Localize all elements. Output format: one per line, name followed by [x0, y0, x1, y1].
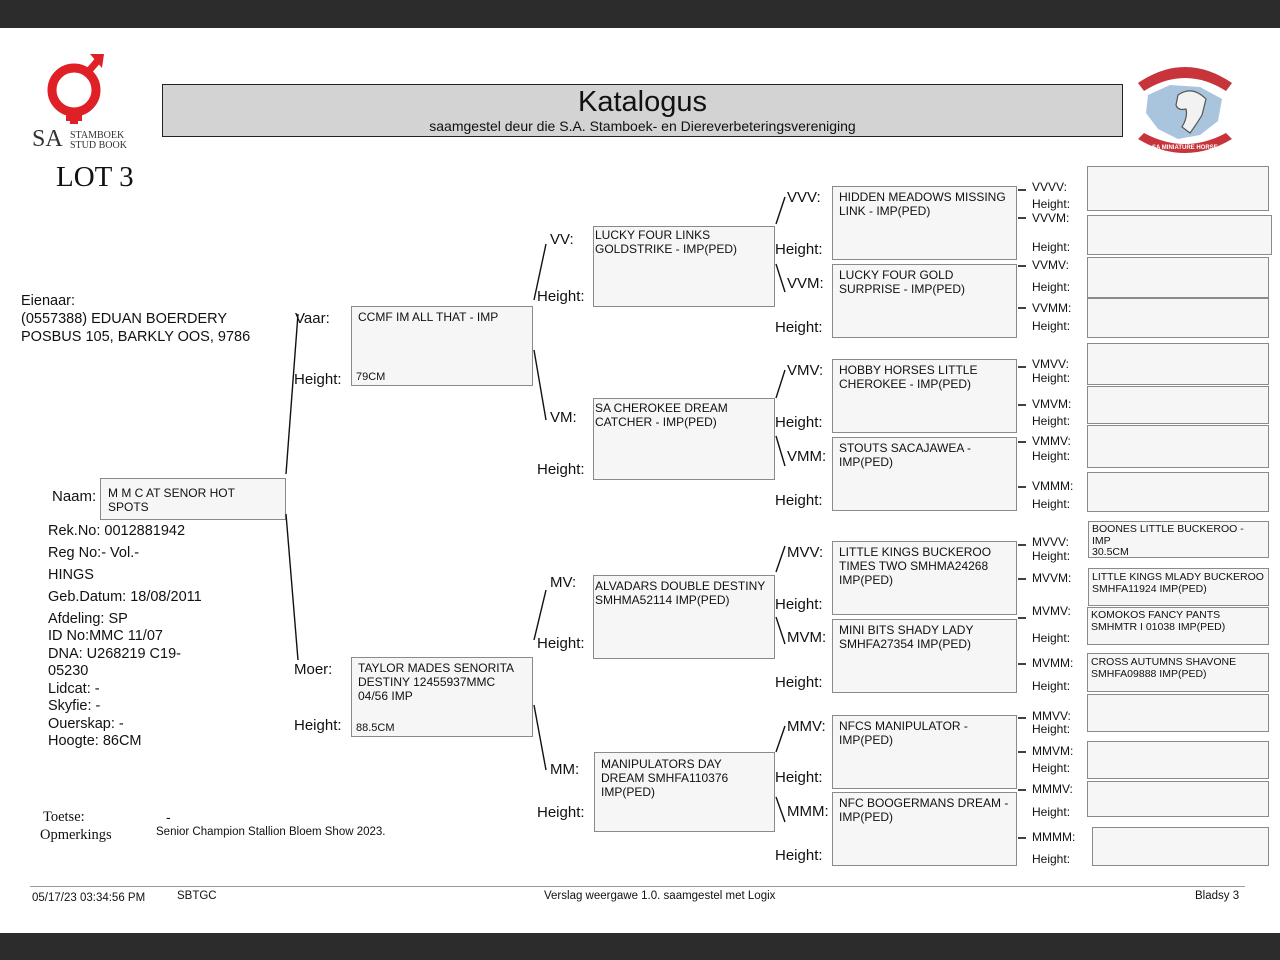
mv-label: MV: — [550, 574, 577, 591]
vvv-box — [832, 186, 1017, 260]
mvmm-height-label: Height: — [1032, 679, 1071, 693]
mmmv-box — [1087, 781, 1269, 817]
footer-divider — [30, 886, 1245, 887]
owner-line2: POSBUS 105, BARKLY OOS, 9786 — [21, 329, 251, 345]
vmvm-label: VMVM: — [1032, 397, 1072, 411]
vmvv-box — [1087, 343, 1269, 385]
vvmm-label: VVMM: — [1032, 301, 1072, 315]
vv-name: LUCKY FOUR LINKS GOLDSTRIKE - IMP(PED) — [595, 228, 738, 256]
footer-version: Verslag weergawe 1.0. saamgestel met Logix — [544, 890, 776, 902]
mmmv-height-label: Height: — [1032, 805, 1071, 819]
vv-height-label: Height: — [537, 288, 585, 305]
mm-height-label: Height: — [537, 804, 585, 821]
footer-page: Bladsy 3 — [1195, 890, 1240, 902]
vmvm-height-label: Height: — [1032, 414, 1071, 428]
vmmv-label: VMMV: — [1032, 434, 1071, 448]
vmm-label: VMM: — [787, 448, 827, 465]
mv-height-label: Height: — [537, 635, 585, 652]
dam-name: TAYLOR MADES SENORITA DESTINY 12455937MMC 04/56 IMP — [358, 661, 514, 703]
vmmv-height-label: Height: — [1032, 449, 1071, 463]
vvv-height-label: Height: — [775, 241, 823, 258]
vvmm-box — [1087, 298, 1269, 338]
mmvm-box — [1087, 741, 1269, 779]
mvmv-box — [1087, 607, 1269, 645]
moer-height-label: Height: — [294, 717, 342, 734]
vaar-height-label: Height: — [294, 371, 342, 388]
mvmm-box — [1087, 653, 1269, 692]
vmmm-label: VMMM: — [1032, 479, 1074, 493]
vm-box — [593, 398, 775, 480]
mmvv-box — [1087, 694, 1269, 732]
footer-timestamp: 05/17/23 03:34:56 PM — [32, 892, 146, 904]
vmvv-height-label: Height: — [1032, 371, 1071, 385]
vm-label: VM: — [550, 409, 577, 426]
skyfie: Skyfie: - — [48, 698, 101, 714]
vmv-label: VMV: — [787, 362, 824, 379]
vvm-height-label: Height: — [775, 319, 823, 336]
naam-label: Naam: — [52, 488, 97, 505]
sire-box — [351, 306, 533, 386]
mvv-height-label: Height: — [775, 596, 823, 613]
mvvv-label: MVVV: — [1032, 535, 1069, 549]
vmvv-label: VMVV: — [1032, 357, 1069, 371]
mvv-label: MVV: — [787, 544, 824, 561]
dna-line1: DNA: U268219 C19- — [48, 646, 181, 662]
toetse-label: Toetse: — [43, 809, 85, 825]
mmmm-box — [1092, 827, 1269, 866]
mmm-height-label: Height: — [775, 847, 823, 864]
vm-name: SA CHEROKEE DREAM CATCHER - IMP(PED) — [595, 401, 728, 429]
mvvm-text: LITTLE KINGS MLADY BUCKEROO SMHFA11924 IMP(PED) — [1092, 571, 1264, 595]
page-subtitle: saamgestel deur die S.A. Stamboek- en Diereverbeteringsvereniging — [429, 118, 856, 134]
mm-box — [594, 752, 775, 832]
vvvm-box — [1087, 215, 1272, 255]
mvm-box — [832, 619, 1017, 693]
page-title: Katalogus — [578, 86, 707, 118]
vvm-box — [832, 264, 1017, 338]
mmm-label: MMM: — [787, 803, 829, 820]
vmmm-box — [1087, 472, 1269, 512]
rek-no: Rek.No: 0012881942 — [48, 523, 186, 539]
mvvv-text: BOONES LITTLE BUCKEROO - IMP — [1092, 523, 1244, 547]
mmm-name: NFC BOOGERMANS DREAM - IMP(PED) — [839, 796, 1009, 824]
mvv-box — [832, 541, 1017, 615]
vvmm-height-label: Height: — [1032, 319, 1071, 333]
logo-bottom-text: SA MINIATURE HORSE — [1152, 145, 1218, 151]
reg-no: Reg No:- Vol.- — [48, 545, 140, 561]
mvvv-box — [1088, 521, 1269, 558]
mvvm-box — [1088, 568, 1269, 606]
vvvv-label: VVVV: — [1032, 180, 1067, 194]
vmm-height-label: Height: — [775, 492, 823, 509]
hoogte: Hoogte: 86CM — [48, 733, 142, 749]
vmmv-box — [1087, 425, 1269, 468]
mmv-box — [832, 715, 1017, 789]
animal-name: M M C AT SENOR HOT SPOTS — [108, 486, 235, 514]
dna-line2: 05230 — [48, 663, 89, 679]
vvvm-height-label: Height: — [1032, 240, 1071, 254]
mvmm-text: CROSS AUTUMNS SHAVONE SMHFA09888 IMP(PED) — [1091, 656, 1237, 680]
vmv-height-label: Height: — [775, 414, 823, 431]
lot-number: LOT 3 — [56, 161, 134, 193]
vmmm-height-label: Height: — [1032, 497, 1071, 511]
mmv-name: NFCS MANIPULATOR - IMP(PED) — [839, 719, 968, 747]
mvvv-height: 30.5CM — [1092, 546, 1129, 558]
logo-top-text: SA MINIATUUR PERD — [1152, 63, 1214, 69]
afdeling: Afdeling: SP — [48, 611, 128, 627]
vaar-label: Vaar: — [295, 310, 330, 327]
mmvm-label: MMVM: — [1032, 744, 1074, 758]
mv-name: ALVADARS DOUBLE DESTINY SMHMA52114 IMP(PED) — [595, 579, 766, 607]
owner-label: Eienaar: — [21, 293, 76, 309]
logo-abbr: SA — [32, 126, 63, 152]
mmv-height-label: Height: — [775, 769, 823, 786]
mmmm-height-label: Height: — [1032, 852, 1071, 866]
dam-box — [351, 657, 533, 737]
vvv-label: VVV: — [787, 189, 821, 206]
vmv-name: HOBBY HORSES LITTLE CHEROKEE - IMP(PED) — [839, 363, 978, 391]
mmvv-height-label: Height: — [1032, 722, 1071, 736]
mmmm-label: MMMM: — [1032, 830, 1076, 844]
vvm-name: LUCKY FOUR GOLD SURPRISE - IMP(PED) — [839, 268, 966, 296]
vvvv-box — [1087, 166, 1269, 211]
vmvm-box — [1087, 386, 1269, 424]
id-no: ID No:MMC 11/07 — [48, 628, 163, 644]
footer-org: SBTGC — [177, 890, 217, 902]
mmvm-height-label: Height: — [1032, 761, 1071, 775]
dam-height: 88.5CM — [356, 722, 395, 734]
mm-name: MANIPULATORS DAY DREAM SMHFA110376 IMP(PED) — [601, 757, 729, 799]
mvmv-text: KOMOKOS FANCY PANTS SMHMTR I 01038 IMP(PED) — [1091, 609, 1226, 633]
mvmm-label: MVMM: — [1032, 656, 1074, 670]
mvm-label: MVM: — [787, 629, 827, 646]
lidcat: Lidcat: - — [48, 681, 100, 697]
vvmv-box — [1087, 257, 1269, 298]
mvm-height-label: Height: — [775, 674, 823, 691]
mmm-box — [832, 792, 1017, 866]
mmvv-label: MMVV: — [1032, 709, 1071, 723]
moer-label: Moer: — [294, 661, 333, 678]
sire-name: CCMF IM ALL THAT - IMP — [358, 310, 499, 324]
logo-line1: STAMBOEK — [70, 130, 125, 141]
mvmv-label: MVMV: — [1032, 604, 1071, 618]
vvvm-label: VVVM: — [1032, 211, 1070, 225]
mvv-name: LITTLE KINGS BUCKEROO TIMES TWO SMHMA24268 IMP(PED) — [839, 545, 992, 587]
opmerkings-value: Senior Champion Stallion Bloem Show 2023. — [156, 826, 386, 838]
mvvv-height-label: Height: — [1032, 549, 1071, 563]
sire-height: 79CM — [356, 371, 386, 383]
toetse-value: - — [166, 809, 171, 825]
vvmv-label: VVMV: — [1032, 258, 1069, 272]
vvv-name: HIDDEN MEADOWS MISSING LINK - IMP(PED) — [839, 190, 1006, 218]
vmm-name: STOUTS SACAJAWEA - IMP(PED) — [839, 441, 972, 469]
vvvv-height-label: Height: — [1032, 197, 1071, 211]
mmv-label: MMV: — [787, 718, 826, 735]
mvvm-label: MVVM: — [1032, 571, 1072, 585]
birth-date: Geb.Datum: 18/08/2011 — [48, 589, 202, 605]
mvm-name: MINI BITS SHADY LADY SMHFA27354 IMP(PED) — [839, 623, 974, 651]
vv-label: VV: — [550, 231, 574, 248]
vvmv-height-label: Height: — [1032, 280, 1071, 294]
owner-line1: (0557388) EDUAN BOERDERY — [21, 311, 228, 327]
mmmv-label: MMMV: — [1032, 782, 1073, 796]
vv-box — [593, 226, 775, 307]
vvm-label: VVM: — [787, 275, 824, 292]
vmv-box — [832, 359, 1017, 433]
sex: HINGS — [48, 567, 94, 583]
opmerkings-label: Opmerkings — [40, 827, 112, 843]
mv-box — [593, 575, 775, 659]
logo-line2: STUD BOOK — [70, 140, 127, 151]
ouerskap: Ouerskap: - — [48, 716, 124, 732]
mm-label: MM: — [550, 761, 580, 778]
vmm-box — [832, 437, 1017, 511]
vm-height-label: Height: — [537, 461, 585, 478]
mvmv-height-label: Height: — [1032, 631, 1071, 645]
